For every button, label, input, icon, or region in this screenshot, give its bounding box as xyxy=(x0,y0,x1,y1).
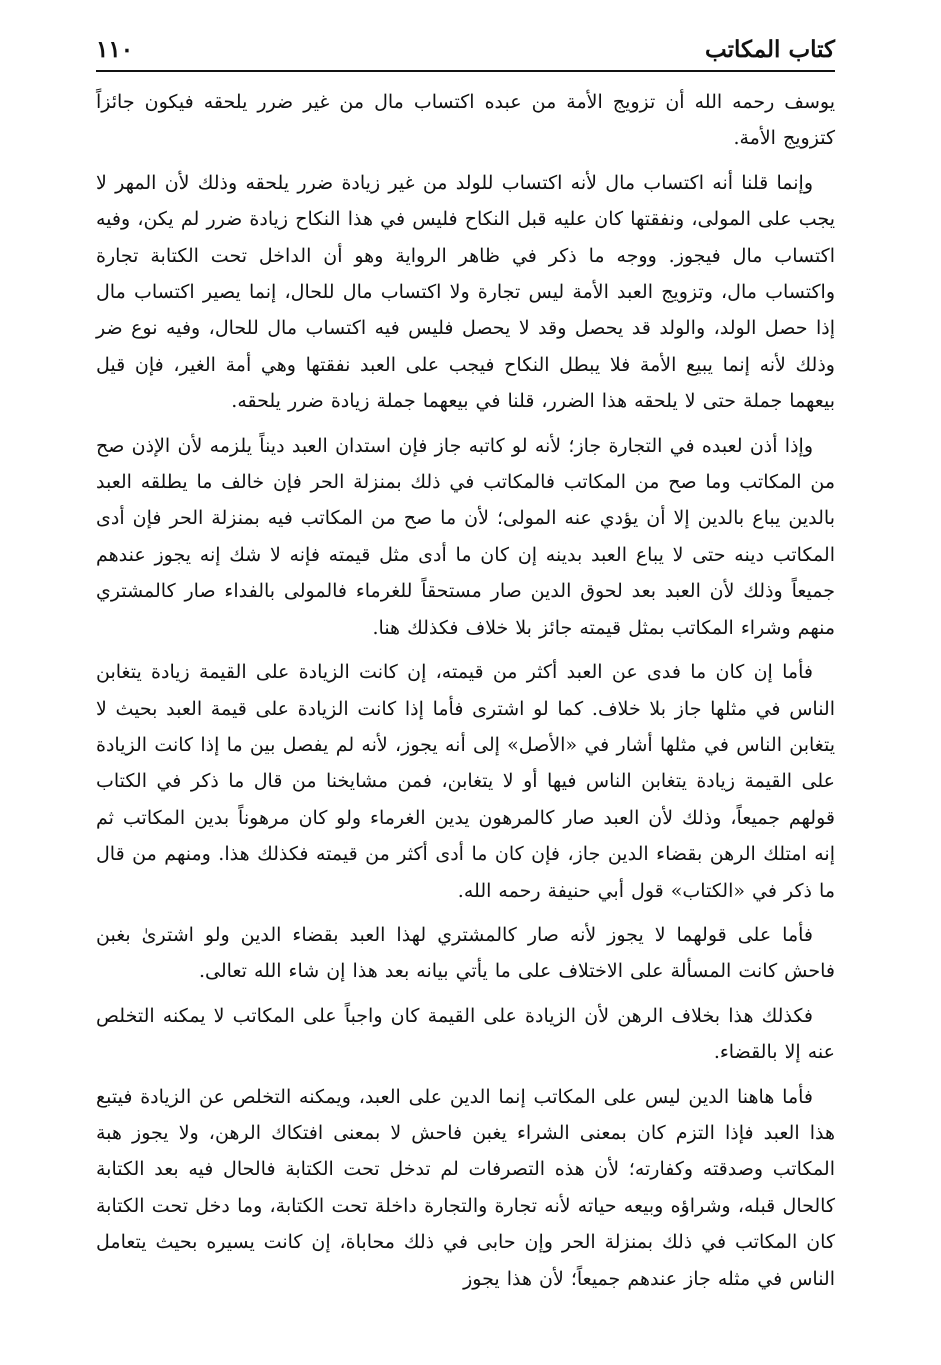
page-number: ١١٠ xyxy=(96,36,134,63)
body-text xyxy=(96,84,835,1305)
book-title: كتاب المكاتب xyxy=(705,36,835,63)
paragraph: فكذلك هذا بخلاف الرهن لأن الزيادة على القيمة كان واجباً على المكاتب لا يمكنه التخلص عنه إلا بالقضاء. xyxy=(96,1004,835,1064)
running-header xyxy=(96,30,835,72)
paragraph: فأما على قولهما لا يجوز لأنه صار كالمشتري لهذا العبد بقضاء الدين ولو اشترىٰ بغبن فاحش كانت المسألة على الاختلاف على ما يأتي بيانه بعد هذا إن شاء الله تعالى. xyxy=(96,923,835,983)
paragraph: يوسف رحمه الله أن تزويج الأمة من عبده اكتساب مال من غير ضرر يلحقه فيكون جائزاً كتزويج الأمة. xyxy=(96,91,835,150)
paragraph: وإنما قلنا أنه اكتساب مال لأنه اكتساب للولد من غير زيادة ضرر يلحقه وذلك لأن المهر لا يجب على المولى، ونفقتها كان عليه قبل النكاح فليس في هذا النكاح زيادة ضرر لم يكن، وفيه اكتساب مال فيجوز. ووجه ما ذكر في ظاهر الرواية وهو أن الداخل تحت الكتابة تجارة واكتساب مال، وتزويج العبد الأمة ليس تجارة ولا اكتساب مال للحال، إنما يصير اكتساب مال إذا حصل الولد، والولد قد يحصل وقد لا يحصل فليس فيه اكتساب مال للحال، وفيه نوع ضر وذلك لأنه إنما يبيع الأمة فلا يبطل النكاح فيجب على العبد نفقتها وهي أمة الغير، فإن قيل بيعهما جملة حتى لا يلحقه هذا الضرر، قلنا في بيعهما جملة زيادة ضرر يلحقه. xyxy=(96,171,835,413)
paragraph: فأما هاهنا الدين ليس على المكاتب إنما الدين على العبد، ويمكنه التخلص عن الزيادة فيتبع هذا العبد فإذا التزم كان بمعنى الشراء يغبن فاحش لا بمعنى افتكاك الرهن، ولا يجوز هبة المكاتب وصدقته وكفارته؛ لأن هذه التصرفات لم تدخل تحت الكتابة فالحال فيه بعد الكتابة كالحال قبله، وشراؤه وبيعه حياته لأنه تجارة والتجارة داخلة تحت الكتابة، وما دخل تحت الكتابة كان المكاتب في ذلك بمنزلة الحر وإن حابى في ذلك محاباة، إن كانت يسيره بحيث يتعامل الناس في مثله جاز عندهم جميعاً؛ لأن هذا يجوز xyxy=(96,1085,835,1290)
paragraph: وإذا أذن لعبده في التجارة جاز؛ لأنه لو كاتبه جاز فإن استدان العبد ديناً يلزمه لأن الإذن صح من المكاتب وما صح من المكاتب فالمكاتب في ذلك بمنزلة الحر فإن خالف ما يطلقه العبد بالدين يباع بالدين إلا أن يؤدي عنه المولى؛ لأن ما صح من المكاتب فيه بمنزلة الحر فإن أدى المكاتب دينه حتى لا يباع العبد بدينه إن كان ما أدى مثل قيمته فإنه لا شك إنه يجوز عندهم جميعاً وذلك لأن العبد بعد لحوق الدين صار مستحقاً للغرماء فالمولى بالفداء صار كالمشتري منهم وشراء المكاتب بمثل قيمته جائز بلا خلاف فكذلك هنا. xyxy=(96,434,835,639)
paragraph: فأما إن كان ما فدى عن العبد أكثر من قيمته، إن كانت الزيادة على القيمة زيادة يتغابن الناس في مثلها جاز بلا خلاف. كما لو اشترى فأما إذا كانت الزيادة على قيمة العبد بحيث لا يتغابن الناس في مثلها أشار في «الأصل» إلى أنه يجوز، لأنه لم يفصل بين ما إذا كانت الزيادة على القيمة زيادة يتغابن الناس فيها أو لا يتغابن، فمن مشايخنا من قال ما ذكر في الكتاب قولهم جميعاً، وذلك لأن العبد صار كالمرهون يدين الغرماء ولو كان مرهوناً بدين المكاتب ثم إنه امتلك الرهن بقضاء الدين جاز، فإن كان ما أدى أكثر من قيمته فكذلك هذا. ومنهم من قال ما ذكر في «الكتاب» قول أبي حنيفة رحمه الله. xyxy=(96,661,835,902)
